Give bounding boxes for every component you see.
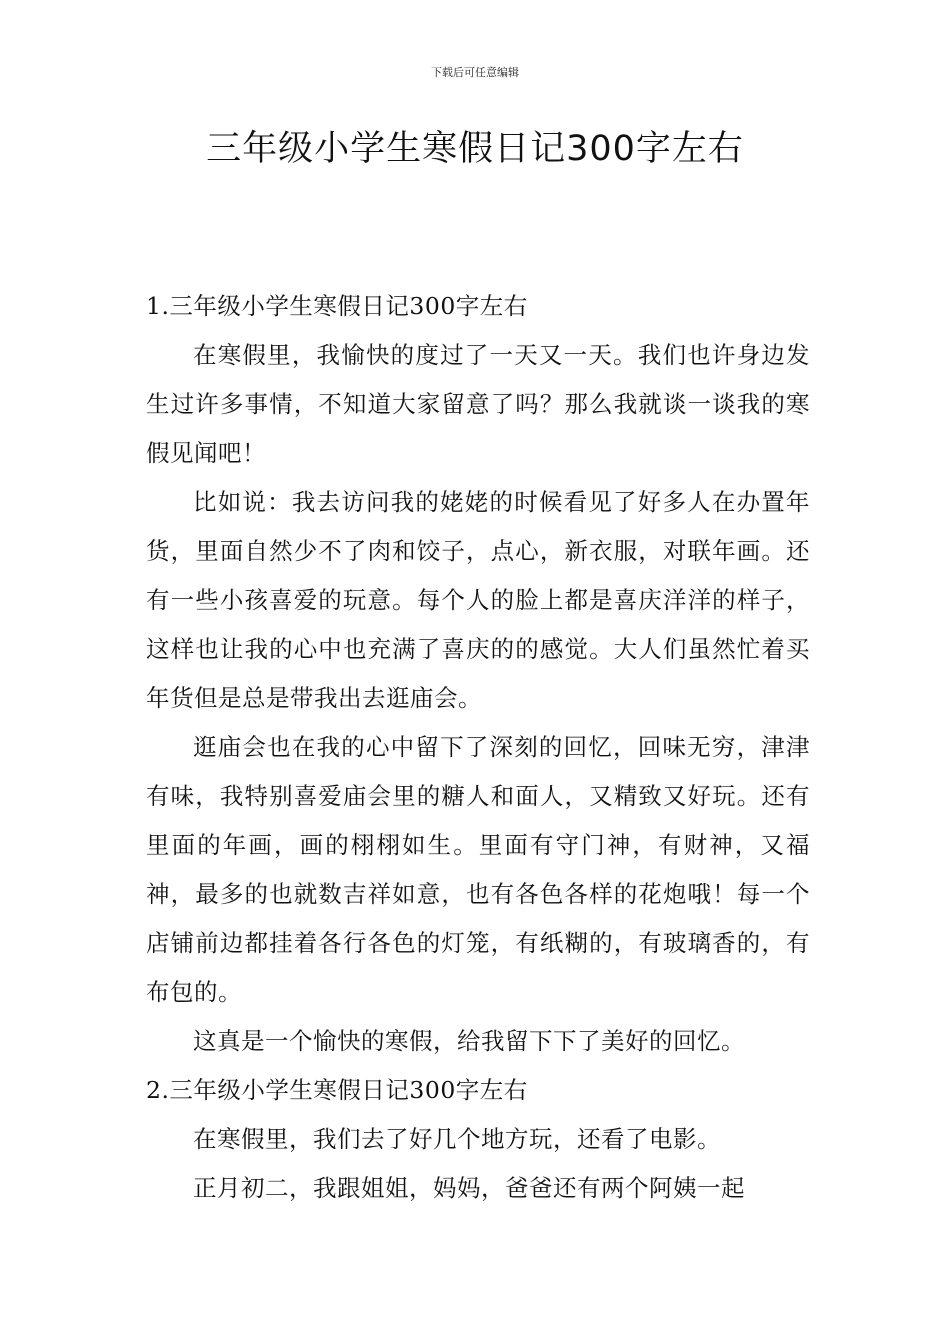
document-title: 三年级小学生寒假日记300字左右	[206, 129, 744, 169]
header-note: 下载后可任意编辑	[431, 66, 519, 79]
section-heading-1: 1.三年级小学生寒假日记300字左右	[146, 292, 528, 320]
paragraph: 这真是一个愉快的寒假，给我留下下了美好的回忆。	[193, 1027, 745, 1055]
paragraph: 正月初二，我跟姐姐，妈妈，爸爸还有两个阿姨一起	[193, 1174, 745, 1202]
paragraph: 比如说：我去访问我的姥姥的时候看见了好多人在办置年货，里面自然少不了肉和饺子，点心，新衣服，对联年画。还有一些小孩喜爱的玩意。每个人的脸上都是喜庆洋洋的样子，这样也让我的心中也充满了喜庆的的感觉。大人们虽然忙着买年货但是总是带我出去逛庙会。	[146, 488, 810, 712]
section-heading-2: 2.三年级小学生寒假日记300字左右	[146, 1076, 528, 1104]
document-body	[146, 282, 810, 1213]
paragraph: 逛庙会也在我的心中留下了深刻的回忆，回味无穷，津津有味，我特别喜爱庙会里的糖人和面人，又精致又好玩。还有里面的年画，画的栩栩如生。里面有守门神，有财神，又福神，最多的也就数吉祥如意，也有各色各样的花炮哦！每一个店铺前边都挂着各行各色的灯笼，有纸糊的，有玻璃香的，有布包的。	[146, 733, 810, 1006]
paragraph: 在寒假里，我愉快的度过了一天又一天。我们也许身边发生过许多事情，不知道大家留意了吗？那么我就谈一谈我的寒假见闻吧！	[146, 341, 810, 467]
paragraph: 在寒假里，我们去了好几个地方玩，还看了电影。	[193, 1125, 721, 1153]
